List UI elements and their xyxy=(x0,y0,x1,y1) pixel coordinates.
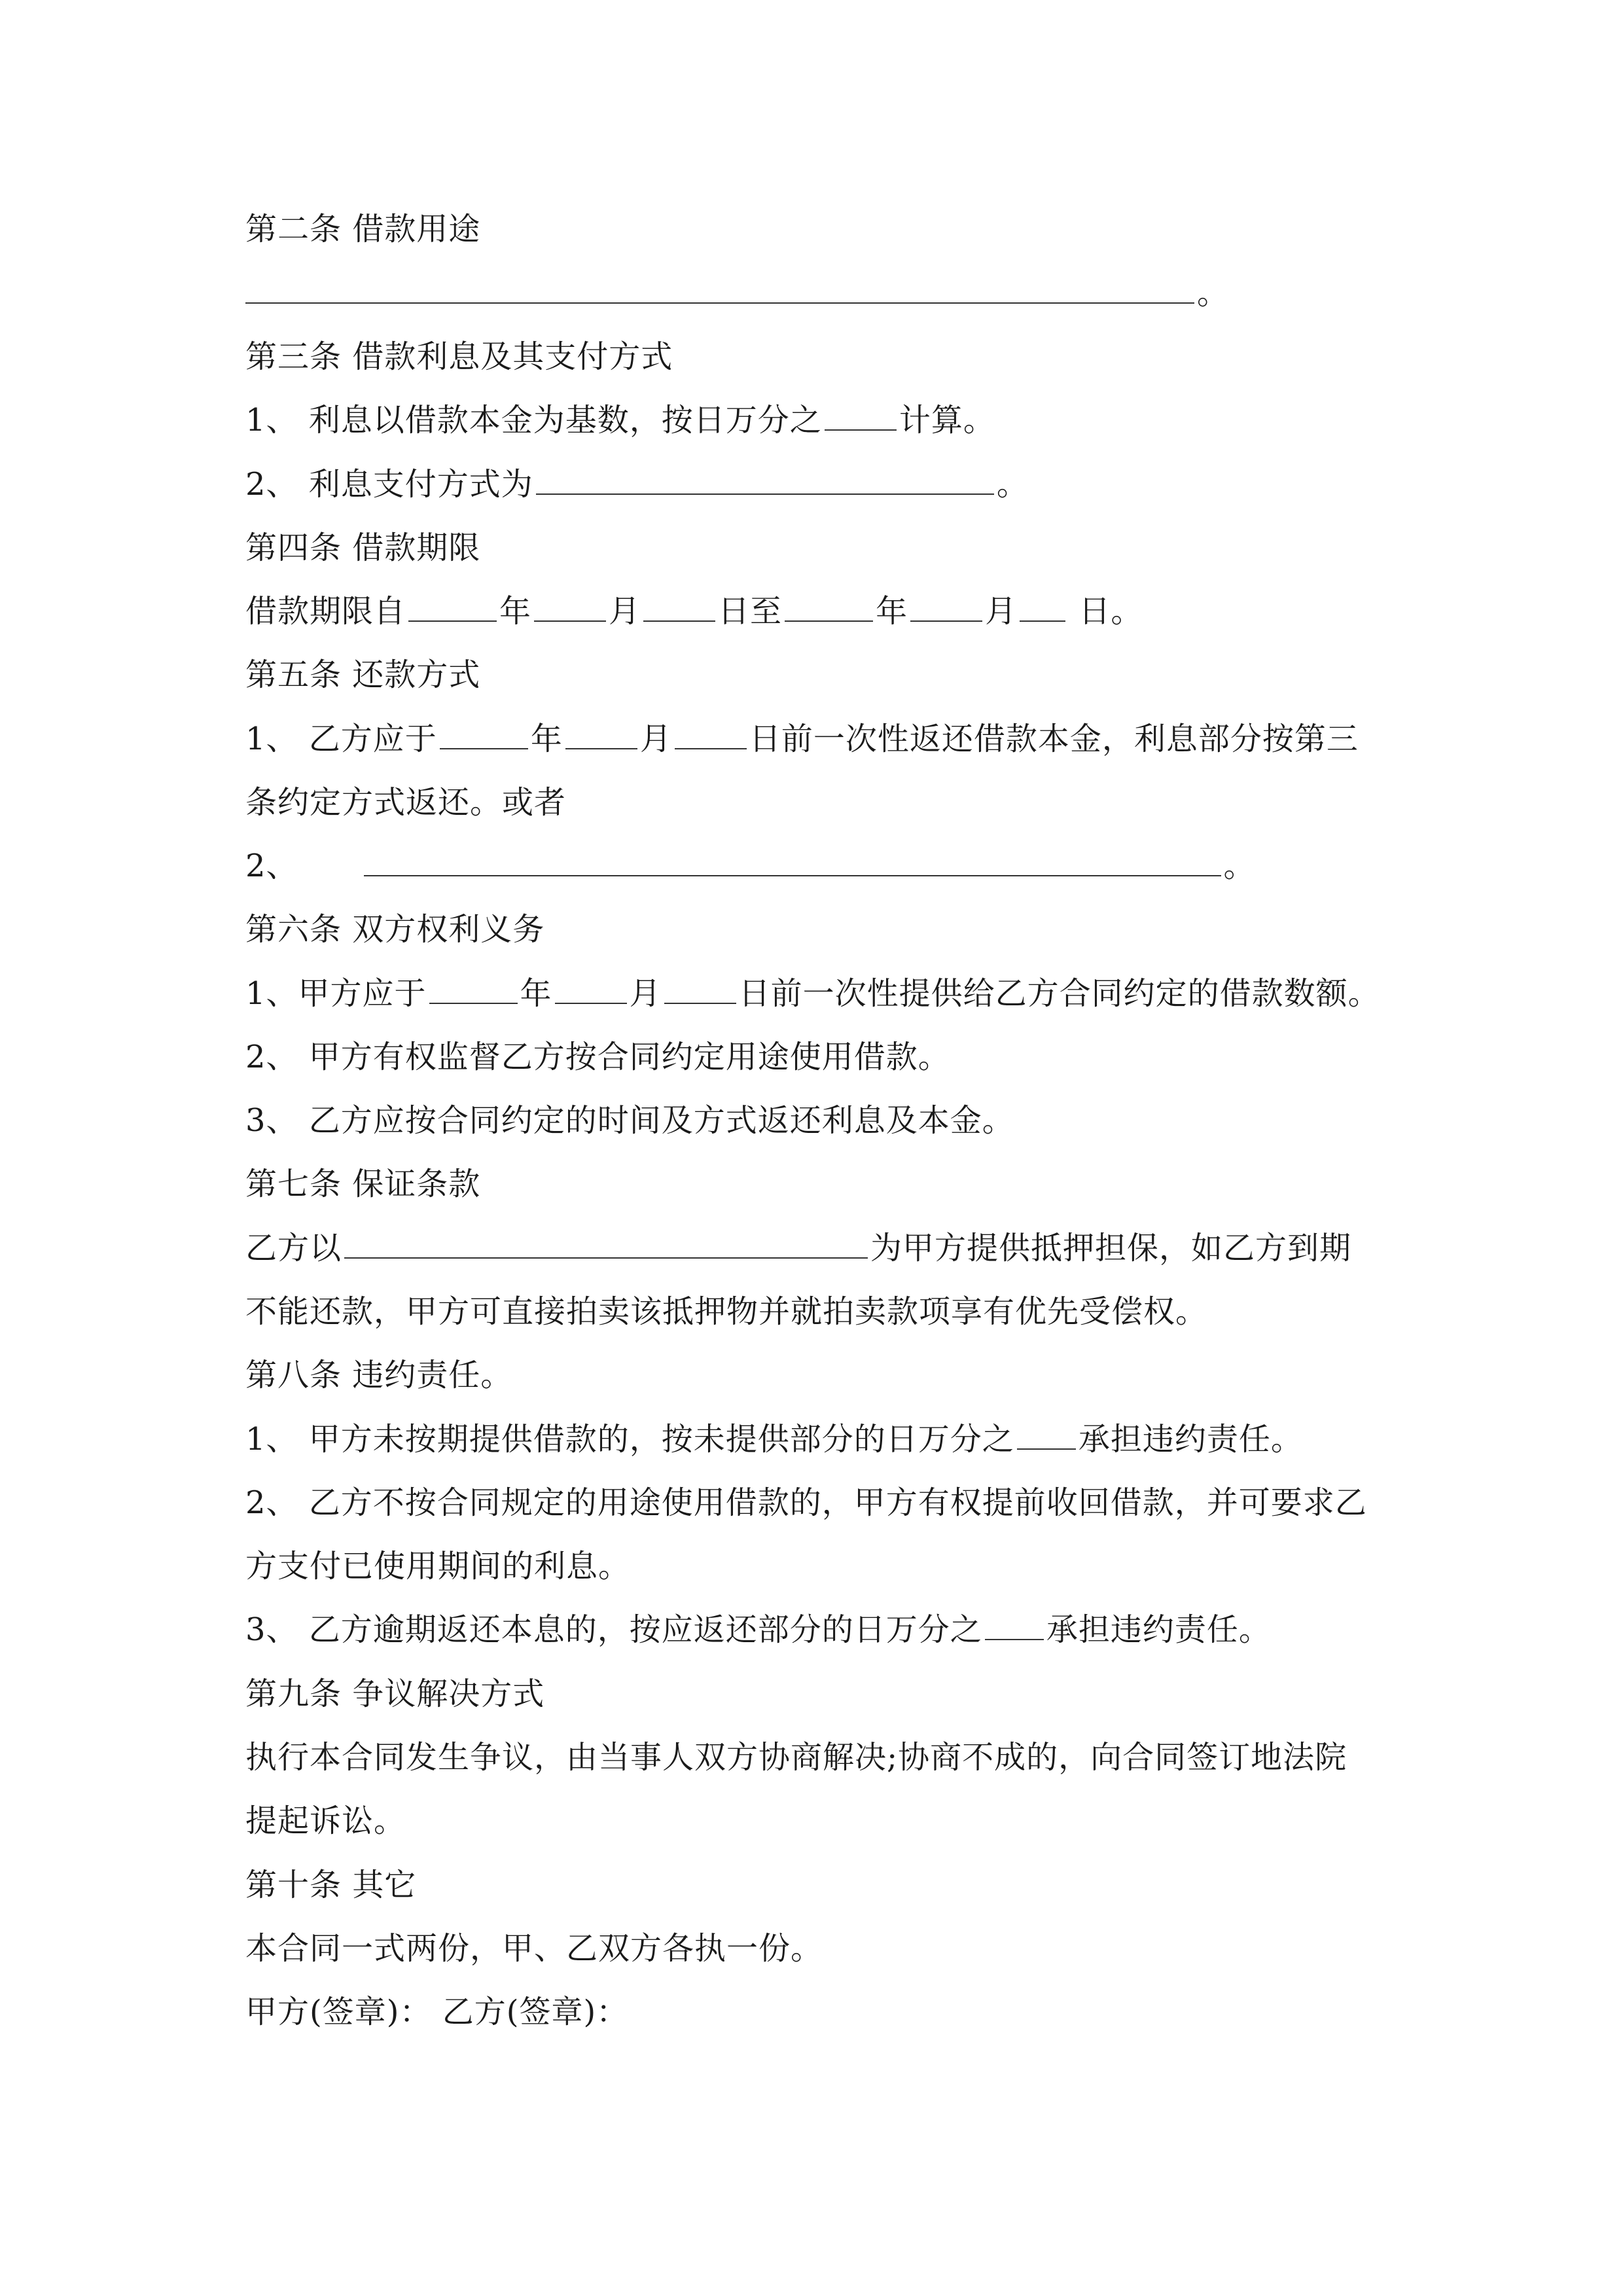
clause-text: 2、 甲方有权监督乙方按合同约定用途使用借款。 xyxy=(245,1039,950,1075)
article-7-text-cont xyxy=(245,1292,1384,1331)
clause-text: 2、 利息支付方式为 xyxy=(245,466,533,503)
article-5-title: 第五条 还款方式 xyxy=(245,656,481,693)
end-day-blank xyxy=(1020,592,1065,622)
article-6-clause-1 xyxy=(245,974,1384,1013)
article-3-title: 第三条 借款利息及其支付方式 xyxy=(245,338,673,375)
article-6-clause-3 xyxy=(245,1101,1384,1140)
article-8-clause-1 xyxy=(245,1420,1384,1459)
article-8-clause-3 xyxy=(245,1610,1384,1649)
article-8-clause-2-cont xyxy=(245,1547,1384,1586)
article-6-clause-2 xyxy=(245,1037,1384,1077)
alt-repay-blank xyxy=(364,846,1221,876)
clause-text: 乙方以 xyxy=(245,1230,342,1266)
purpose-blank xyxy=(245,274,1194,304)
clause-text: 承担违约责任。 xyxy=(1046,1611,1271,1648)
article-9-title: 第九条 争议解决方式 xyxy=(245,1676,545,1712)
article-4-title: 第四条 借款期限 xyxy=(245,529,481,566)
article-2-title: 第二条 借款用途 xyxy=(245,211,481,247)
interest-rate-blank xyxy=(825,401,897,431)
repay-day-blank xyxy=(675,719,747,749)
year-text: 年 xyxy=(499,593,532,630)
year-text: 年 xyxy=(876,593,908,630)
clause-text: 2、 xyxy=(245,848,298,884)
article-6-heading xyxy=(245,910,1384,949)
clause-text: 。 xyxy=(1223,848,1256,884)
signature-line xyxy=(245,1992,1384,2032)
clause-text: 方支付已使用期间的利息。 xyxy=(245,1548,631,1585)
collateral-blank xyxy=(344,1229,868,1259)
article-2-heading xyxy=(245,209,1384,249)
year-text: 年 xyxy=(530,721,563,757)
clause-text: 计算。 xyxy=(899,402,995,439)
clause-text: 日前一次性提供给乙方合同约定的借款数额。 xyxy=(738,975,1380,1012)
lend-month-blank xyxy=(555,974,627,1004)
clause-text: 3、 乙方应按合同约定的时间及方式返还利息及本金。 xyxy=(245,1102,1014,1139)
article-4-heading xyxy=(245,528,1384,567)
month-text: 月 xyxy=(609,593,641,630)
repay-year-blank xyxy=(440,719,528,749)
article-4-period-line xyxy=(245,592,1384,631)
signatures-text: 甲方(签章)： 乙方(签章)： xyxy=(245,1994,629,2030)
clause-text: 1、 乙方应于 xyxy=(245,721,437,757)
clause-text: 执行本合同发生争议，由当事人双方协商解决;协商不成的，向合同签订地法院 xyxy=(245,1739,1347,1776)
article-3-heading xyxy=(245,337,1384,376)
clause-text: 。 xyxy=(996,466,1029,503)
payment-method-blank xyxy=(536,465,994,495)
clause-text: 为甲方提供抵押担保，如乙方到期 xyxy=(870,1230,1352,1266)
end-year-blank xyxy=(785,592,873,622)
article-5-clause-1-cont xyxy=(245,783,1384,822)
article-5-clause-2 xyxy=(245,846,1384,886)
day-to-text: 日至 xyxy=(718,593,783,630)
article-8-title: 第八条 违约责任。 xyxy=(245,1357,513,1393)
article-9-text-cont xyxy=(245,1801,1384,1840)
day-end-text: 日。 xyxy=(1079,593,1143,630)
clause-text: 不能还款，甲方可直接拍卖该抵押物并就拍卖款项享有优先受偿权。 xyxy=(245,1293,1208,1330)
lend-day-blank xyxy=(664,974,736,1004)
clause-text: 本合同一式两份，甲、乙双方各执一份。 xyxy=(245,1930,823,1967)
clause-text: 1、 甲方未按期提供借款的，按未提供部分的日万分之 xyxy=(245,1421,1014,1458)
article-9-text xyxy=(245,1738,1384,1777)
borrower-penalty-rate-blank xyxy=(985,1610,1044,1640)
period-text: 。 xyxy=(1197,275,1230,312)
article-7-title: 第七条 保证条款 xyxy=(245,1166,481,1202)
start-day-blank xyxy=(643,592,715,622)
month-text: 月 xyxy=(639,721,672,757)
article-8-heading xyxy=(245,1355,1384,1395)
clause-text: 1、 利息以借款本金为基数，按日万分之 xyxy=(245,402,822,439)
article-10-title: 第十条 其它 xyxy=(245,1867,417,1903)
start-year-blank xyxy=(408,592,497,622)
lender-penalty-rate-blank xyxy=(1017,1420,1076,1450)
article-8-clause-2 xyxy=(245,1483,1384,1522)
clause-text: 条约定方式返还。或者 xyxy=(245,784,567,821)
repay-month-blank xyxy=(565,719,637,749)
article-5-clause-1 xyxy=(245,719,1384,759)
clause-text: 承担违约责任。 xyxy=(1078,1421,1303,1458)
end-month-blank xyxy=(910,592,982,622)
clause-text: 2、 乙方不按合同规定的用途使用借款的，甲方有权提前收回借款，并可要求乙 xyxy=(245,1484,1367,1521)
clause-text: 3、 乙方逾期返还本息的，按应返还部分的日万分之 xyxy=(245,1611,982,1648)
article-7-text xyxy=(245,1229,1384,1268)
article-2-blank-line xyxy=(245,274,1384,313)
article-5-heading xyxy=(245,655,1384,694)
article-3-clause-2 xyxy=(245,465,1384,504)
clause-text: 提起诉讼。 xyxy=(245,1803,406,1839)
article-10-text xyxy=(245,1929,1384,1968)
clause-text: 借款期限自 xyxy=(245,593,406,630)
lend-year-blank xyxy=(429,974,518,1004)
article-3-clause-1 xyxy=(245,401,1384,440)
article-6-title: 第六条 双方权利义务 xyxy=(245,911,545,948)
month-text: 月 xyxy=(629,975,662,1012)
year-text: 年 xyxy=(520,975,552,1012)
month-text: 月 xyxy=(985,593,1018,630)
clause-text: 1、甲方应于 xyxy=(245,975,427,1012)
clause-text: 日前一次性返还借款本金，利息部分按第三 xyxy=(749,721,1359,757)
article-9-heading xyxy=(245,1674,1384,1713)
start-month-blank xyxy=(534,592,606,622)
article-7-heading xyxy=(245,1164,1384,1204)
article-10-heading xyxy=(245,1865,1384,1905)
